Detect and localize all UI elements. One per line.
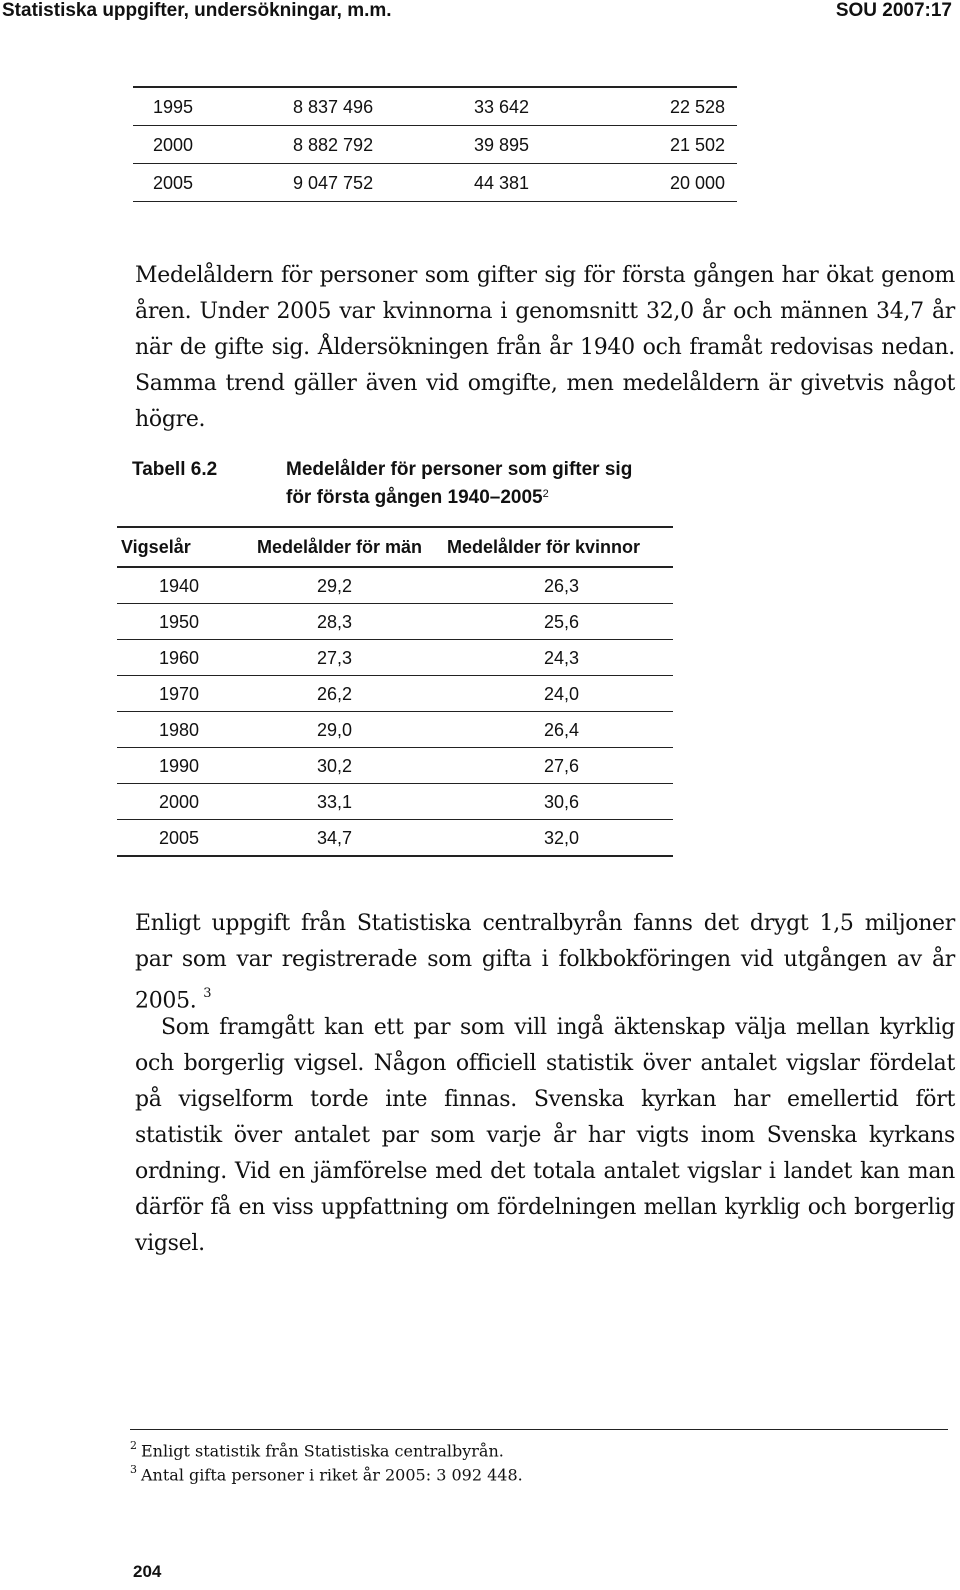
column-header: Medelålder för män bbox=[257, 537, 423, 557]
footnote bbox=[130, 1440, 504, 1460]
table-row bbox=[117, 640, 673, 676]
table-cell: 2000 bbox=[153, 135, 194, 155]
header-section-title: Statistiska uppgifter, undersökningar, m.m. bbox=[2, 0, 392, 21]
table-title-line: Medelålder för personer som gifter sig bbox=[286, 459, 633, 480]
header-document-id: SOU 2007:17 bbox=[835, 0, 952, 21]
table-cell: 2005 bbox=[159, 828, 200, 848]
table-cell: 1940 bbox=[159, 576, 200, 596]
table-cell: 25,6 bbox=[543, 612, 579, 632]
body-paragraph: Medelåldern för personer som gifter sig för första gången har ökat genom åren. Under 2005 var kvinnorna i genomsnitt 32,0 år och männen 34,7 år när de gifte sig. Åldersökningen från år 1940 och framåt redovisas nedan. Samma trend gäller även vid omgifte, men medelåldern är givetvis något högre. bbox=[135, 263, 955, 432]
column-header: Medelålder för kvinnor bbox=[447, 537, 641, 557]
table-cell: 20 000 bbox=[669, 173, 725, 193]
table-cell: 1995 bbox=[153, 97, 194, 117]
table-cell: 22 528 bbox=[669, 97, 725, 117]
table-cell: 2000 bbox=[159, 792, 200, 812]
table-title bbox=[286, 456, 746, 512]
table-header-row bbox=[117, 526, 673, 568]
table-cell: 1980 bbox=[159, 720, 200, 740]
table-row bbox=[117, 712, 673, 748]
table-cell: 1990 bbox=[159, 756, 200, 776]
table-cell: 27,6 bbox=[543, 756, 579, 776]
table-cell: 26,4 bbox=[543, 720, 579, 740]
table-row bbox=[117, 748, 673, 784]
table-cell: 26,2 bbox=[317, 684, 353, 704]
footnote-separator bbox=[130, 1429, 948, 1430]
table-cell: 26,3 bbox=[543, 576, 579, 596]
footnote-number: 2 bbox=[130, 1439, 137, 1452]
body-paragraph: Som framgått kan ett par som vill ingå äktenskap välja mellan kyrklig och borgerlig vigsel. Någon officiell statistik över antalet vigslar fördelat på vigselform torde inte finnas. Svenska kyrkan har emellertid fört statistik över antalet par som varje år har vigts inom Svenska kyrkans ordning. Vid en jämförelse med det totala antalet vigslar i landet kan man därför få en viss uppfattning om fördelningen mellan kyrklig och borgerlig vigsel. bbox=[135, 1015, 955, 1256]
table-row bbox=[133, 164, 737, 202]
table-cell: 21 502 bbox=[669, 135, 725, 155]
footnote-text: Enligt statistik från Statistiska centralbyrån. bbox=[141, 1441, 504, 1461]
table-row bbox=[117, 676, 673, 712]
footnote-ref[interactable]: 3 bbox=[203, 986, 212, 1001]
table-cell: 29,0 bbox=[317, 720, 353, 740]
table-cell: 9 047 752 bbox=[293, 173, 374, 193]
table-row bbox=[117, 820, 673, 857]
table-row bbox=[117, 568, 673, 604]
table-cell: 8 882 792 bbox=[293, 135, 374, 155]
page-number: 204 bbox=[133, 1562, 162, 1581]
table-cell: 24,0 bbox=[543, 684, 579, 704]
table-cell: 28,3 bbox=[317, 612, 353, 632]
table-label: Tabell 6.2 bbox=[132, 459, 218, 480]
table-cell: 24,3 bbox=[543, 648, 579, 668]
footnote-ref[interactable]: 2 bbox=[542, 488, 549, 500]
table-cell: 30,6 bbox=[543, 792, 579, 812]
table-cell: 27,3 bbox=[317, 648, 353, 668]
table-row bbox=[117, 604, 673, 640]
table-cell: 8 837 496 bbox=[293, 97, 374, 117]
footnote-text: Antal gifta personer i riket år 2005: 3 092 448. bbox=[141, 1465, 523, 1485]
column-header: Vigselår bbox=[121, 537, 191, 557]
table-title-line-2 bbox=[286, 484, 746, 512]
table-cell: 1950 bbox=[159, 612, 200, 632]
table-cell: 39 895 bbox=[473, 135, 529, 155]
table-cell: 44 381 bbox=[473, 173, 529, 193]
marriage-age-table bbox=[117, 526, 673, 857]
body-paragraph bbox=[135, 906, 955, 1019]
table-cell: 29,2 bbox=[317, 576, 353, 596]
table-cell: 34,7 bbox=[317, 828, 353, 848]
footnote-number: 3 bbox=[130, 1463, 137, 1476]
table-cell: 33 642 bbox=[473, 97, 529, 117]
running-header bbox=[0, 0, 952, 22]
table-cell: 1970 bbox=[159, 684, 200, 704]
table-cell: 32,0 bbox=[543, 828, 579, 848]
continued-population-table bbox=[133, 86, 737, 202]
table-title-text: för första gången 1940–2005 bbox=[286, 487, 543, 508]
table-cell: 33,1 bbox=[317, 792, 353, 812]
table-row bbox=[133, 88, 737, 126]
table-cell: 1960 bbox=[159, 648, 200, 668]
footnote bbox=[130, 1464, 523, 1484]
table-cell: 2005 bbox=[153, 173, 194, 193]
table-cell: 30,2 bbox=[317, 756, 353, 776]
table-row bbox=[117, 784, 673, 820]
paragraph-text: Enligt uppgift från Statistiska centralbyrån fanns det drygt 1,5 miljoner par som var registrerade som gifta i folkbokföringen vid utgången av år 2005. bbox=[135, 911, 955, 1014]
table-row bbox=[133, 126, 737, 164]
